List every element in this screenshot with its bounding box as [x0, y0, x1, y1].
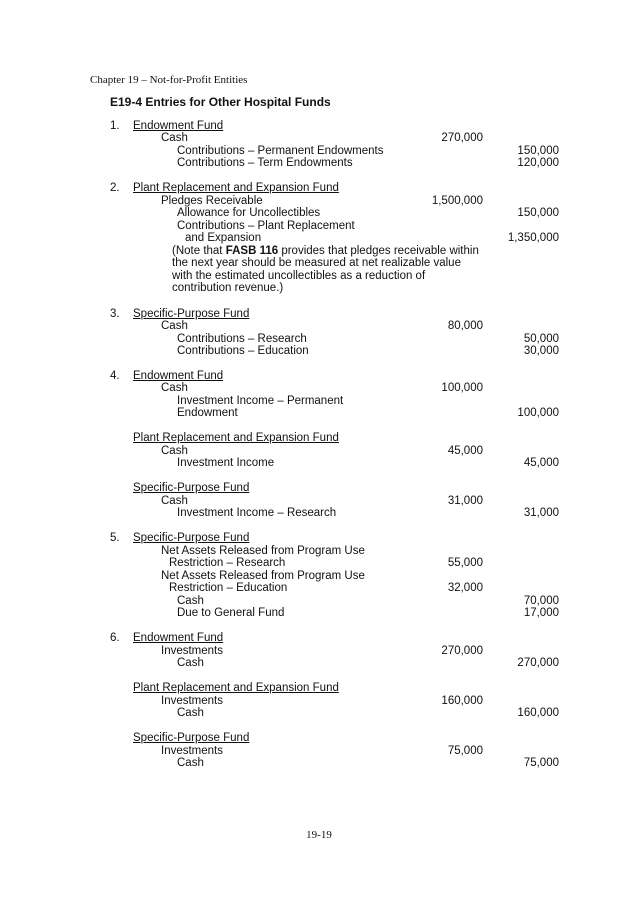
- fund-name: Plant Replacement and Expansion Fund: [133, 682, 339, 694]
- credit-amount: 31,000: [523, 507, 559, 519]
- debit-amount: 100,000: [441, 382, 483, 394]
- fund-name: Endowment Fund: [133, 120, 224, 132]
- page-number: 19-19: [306, 829, 332, 841]
- debit-amount: 55,000: [447, 557, 483, 569]
- credit-account: Cash: [177, 595, 204, 607]
- fund-name: Endowment Fund: [133, 632, 224, 644]
- credit-account: Investment Income – Research: [177, 507, 337, 519]
- credit-amount: 70,000: [523, 595, 559, 607]
- credit-amount: 30,000: [523, 345, 559, 357]
- note-line: contribution revenue.): [172, 282, 284, 294]
- credit-amount: 45,000: [523, 457, 559, 469]
- note-prefix: (Note that: [172, 245, 226, 257]
- credit-account: Due to General Fund: [177, 607, 285, 619]
- fund-name: Specific-Purpose Fund: [133, 532, 250, 544]
- debit-account: Cash: [161, 495, 188, 507]
- credit-account: Contributions – Permanent Endowments: [177, 145, 384, 157]
- debit-account: Pledges Receivable: [161, 195, 263, 207]
- credit-account: Cash: [177, 657, 204, 669]
- credit-account-continued: and Expansion: [185, 232, 262, 244]
- note-line: with the estimated uncollectibles as a reduction of: [172, 270, 426, 282]
- debit-account: Investments: [161, 745, 223, 757]
- fund-name: Specific-Purpose Fund: [133, 482, 250, 494]
- fund-name: Plant Replacement and Expansion Fund: [133, 182, 339, 194]
- debit-amount: 75,000: [447, 745, 483, 757]
- entry-number: 6.: [110, 632, 120, 644]
- debit-amount: 1,500,000: [431, 195, 483, 207]
- credit-amount: 150,000: [517, 207, 559, 219]
- credit-account: Investment Income – Permanent: [177, 395, 344, 407]
- credit-amount: 1,350,000: [507, 232, 559, 244]
- credit-amount: 75,000: [523, 757, 559, 769]
- entry-number: 4.: [110, 370, 120, 382]
- credit-amount: 17,000: [523, 607, 559, 619]
- fund-name: Endowment Fund: [133, 370, 224, 382]
- credit-amount: 270,000: [517, 657, 559, 669]
- note-rest: provides that pledges receivable within: [278, 245, 479, 257]
- credit-amount: 120,000: [517, 157, 559, 169]
- debit-account: Net Assets Released from Program Use: [161, 570, 365, 582]
- credit-account: Cash: [177, 707, 204, 719]
- debit-amount: 45,000: [447, 445, 483, 457]
- credit-account: Allowance for Uncollectibles: [177, 207, 321, 219]
- credit-account-continued: Endowment: [177, 407, 238, 419]
- credit-amount: 50,000: [523, 333, 559, 345]
- note-line: the next year should be measured at net realizable value: [172, 257, 461, 269]
- debit-account: Cash: [161, 320, 188, 332]
- credit-account: Investment Income: [177, 457, 275, 469]
- debit-amount: 32,000: [447, 582, 483, 594]
- credit-account: Contributions – Education: [177, 345, 309, 357]
- credit-account: Contributions – Plant Replacement: [177, 220, 355, 232]
- fund-name: Specific-Purpose Fund: [133, 308, 250, 320]
- debit-amount: 270,000: [441, 132, 483, 144]
- entry-number: 5.: [110, 532, 120, 544]
- entry-number: 2.: [110, 182, 120, 194]
- note-bold: FASB 116: [225, 245, 279, 257]
- credit-amount: 150,000: [517, 145, 559, 157]
- credit-amount: 100,000: [517, 407, 559, 419]
- debit-amount: 270,000: [441, 645, 483, 657]
- entry-number: 3.: [110, 308, 120, 320]
- debit-account: Investments: [161, 695, 223, 707]
- debit-amount: 80,000: [447, 320, 483, 332]
- debit-account: Net Assets Released from Program Use: [161, 545, 365, 557]
- debit-amount: 31,000: [447, 495, 483, 507]
- entry-number: 1.: [110, 120, 120, 132]
- debit-account: Investments: [161, 645, 223, 657]
- chapter-header: Chapter 19 – Not-for-Profit Entities: [90, 74, 248, 86]
- exercise-title: E19-4 Entries for Other Hospital Funds: [110, 95, 331, 109]
- credit-account: Contributions – Research: [177, 333, 307, 345]
- debit-amount: 160,000: [441, 695, 483, 707]
- fund-name: Plant Replacement and Expansion Fund: [133, 432, 339, 444]
- credit-account: Cash: [177, 757, 204, 769]
- credit-amount: 160,000: [517, 707, 559, 719]
- debit-account-continued: Restriction – Education: [169, 582, 288, 594]
- debit-account: Cash: [161, 445, 188, 457]
- debit-account: Cash: [161, 132, 188, 144]
- debit-account-continued: Restriction – Research: [169, 557, 286, 569]
- debit-account: Cash: [161, 382, 188, 394]
- credit-account: Contributions – Term Endowments: [177, 157, 353, 169]
- fund-name: Specific-Purpose Fund: [133, 732, 250, 744]
